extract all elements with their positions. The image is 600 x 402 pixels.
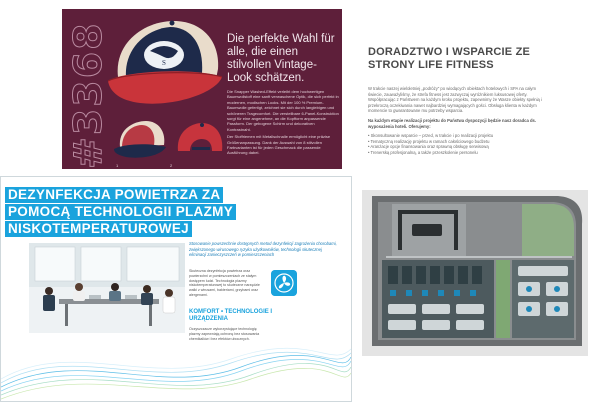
cap-body-text bbox=[227, 89, 339, 158]
gym-floorplan-render bbox=[362, 190, 588, 356]
fan-icon bbox=[271, 270, 297, 296]
cap-caption-side: 1 bbox=[116, 163, 119, 168]
cap-headline: Die perfekte Wahl für alle, die einen stilvollen Vintage-Look schätzen. bbox=[227, 33, 335, 84]
cap-body-paragraph: Die Snapper Washed-Effekt verleiht dem hochwertigen Baumwollstoff eine sanft verwaschene Optik, die sich perfekt in modernen, modischen Looks. Mit der 100 % Premium-Baumwolle gefertigt, zeichnet sie sich durch langlebigen und schöneren Tragecomfort. Die verstellbare 6-Panel-Konstruktion sorgt für eine angenehme, an die Kopfform anpassende Passform. Der gebogene Schirm und dekorativen Kontrastnaht. bbox=[227, 89, 339, 132]
plasma-title-line: DEZYNFEKCJA POWIETRZA ZA bbox=[5, 187, 223, 203]
cap-side-image bbox=[112, 117, 168, 161]
plasma-title-line: POMOCĄ TECHNOLOGII PLAZMY bbox=[5, 204, 236, 220]
fitness-list bbox=[368, 133, 546, 155]
fitness-title: DORADZTWO I WSPARCIE ZE STRONY LIFE FITNESS bbox=[368, 46, 531, 71]
plasma-body-text: Skuteczna dezynfekcja powietrza oraz powierzchni w pomieszczeniach ze stałym dostępem ludzi. Technologia plazmy niskotemperaturowej to skuteczne narzędzie walki z wirusami, bakteriami, grzybami oraz alergenami. bbox=[189, 269, 260, 297]
plasma-title-line: NISKOTEMPERATUROWEJ bbox=[5, 221, 192, 237]
list-item: • Aranżacje opcje finansowania oraz sprawną obsługę serwisową bbox=[368, 144, 489, 150]
fitness-lead: Na każdym etapie realizacji projektu do Państwa dyspozycji będzie nasz doradca ds. wyposażenia hoteli. Oferujemy: bbox=[368, 117, 537, 129]
svg-text:S: S bbox=[162, 59, 166, 67]
decorative-waves bbox=[1, 327, 351, 401]
cap-article-number: #3368 bbox=[66, 21, 110, 169]
cap-back-image bbox=[172, 119, 228, 163]
list-item: • Skonsultowanie wsparcie – przed, w trakcie i po realizacji projektu bbox=[368, 133, 494, 139]
plasma-page-panel bbox=[0, 176, 352, 402]
plasma-subheading: KOMFORT • TECHNOLOGIE I URZĄDZENIA bbox=[189, 309, 273, 322]
list-item: • Trenerską profesjonalną, a także przeszkolenie personelu bbox=[368, 149, 478, 155]
cap-advert-panel bbox=[62, 9, 342, 169]
fitness-paragraph: W trakcie naszej wieloletniej „podróży” po wiodących obiektach hotelowych i SPA na całym świecie, zauważyliśmy, że strefa fitness jest zazwyczaj wyróżnikiem luksusowej oferty. Współpracując z Państwem na każdym kroku projektu, zapewnimy że Wasze obiekty spełnią i przekroczą oczekiwania nawet najbardziej wymagających gości. Obsługa klienta w każdym momencie to gwarantowane mu potrzeby wsparcia. bbox=[368, 86, 542, 114]
cap-main-image bbox=[104, 15, 226, 111]
plasma-body-text-2: Oczyszczacze wykorzystujące technologię plazmy zapewniają ochronę bez stosowania chemikaliów i bez efektów ubocznych. bbox=[189, 327, 260, 341]
list-item: • Tematyczną realizację projektu w ramach całościowego budżetu bbox=[368, 138, 490, 144]
office-photo bbox=[29, 243, 185, 333]
cap-body-paragraph: Der Stoffriemen mit Metallschnalle ermöglicht eine präzise Größenanpassung. Dank der Auswahl von 8 stilvollen Farbvarianten ist für jeden Geschmack die passende Ausführung dabei. bbox=[227, 134, 331, 156]
cap-caption-back: 2 bbox=[170, 163, 173, 168]
fitness-body bbox=[368, 86, 546, 156]
plasma-intro: Stosowanie powszechnie dostępnych metod dezynfekcji zagrożenia chorobami, zwiększonego wirusowego ryzyka użytkowników, technologii skutecznej eliminacji zanieczyszczeń w pomieszczeniach bbox=[189, 241, 337, 258]
